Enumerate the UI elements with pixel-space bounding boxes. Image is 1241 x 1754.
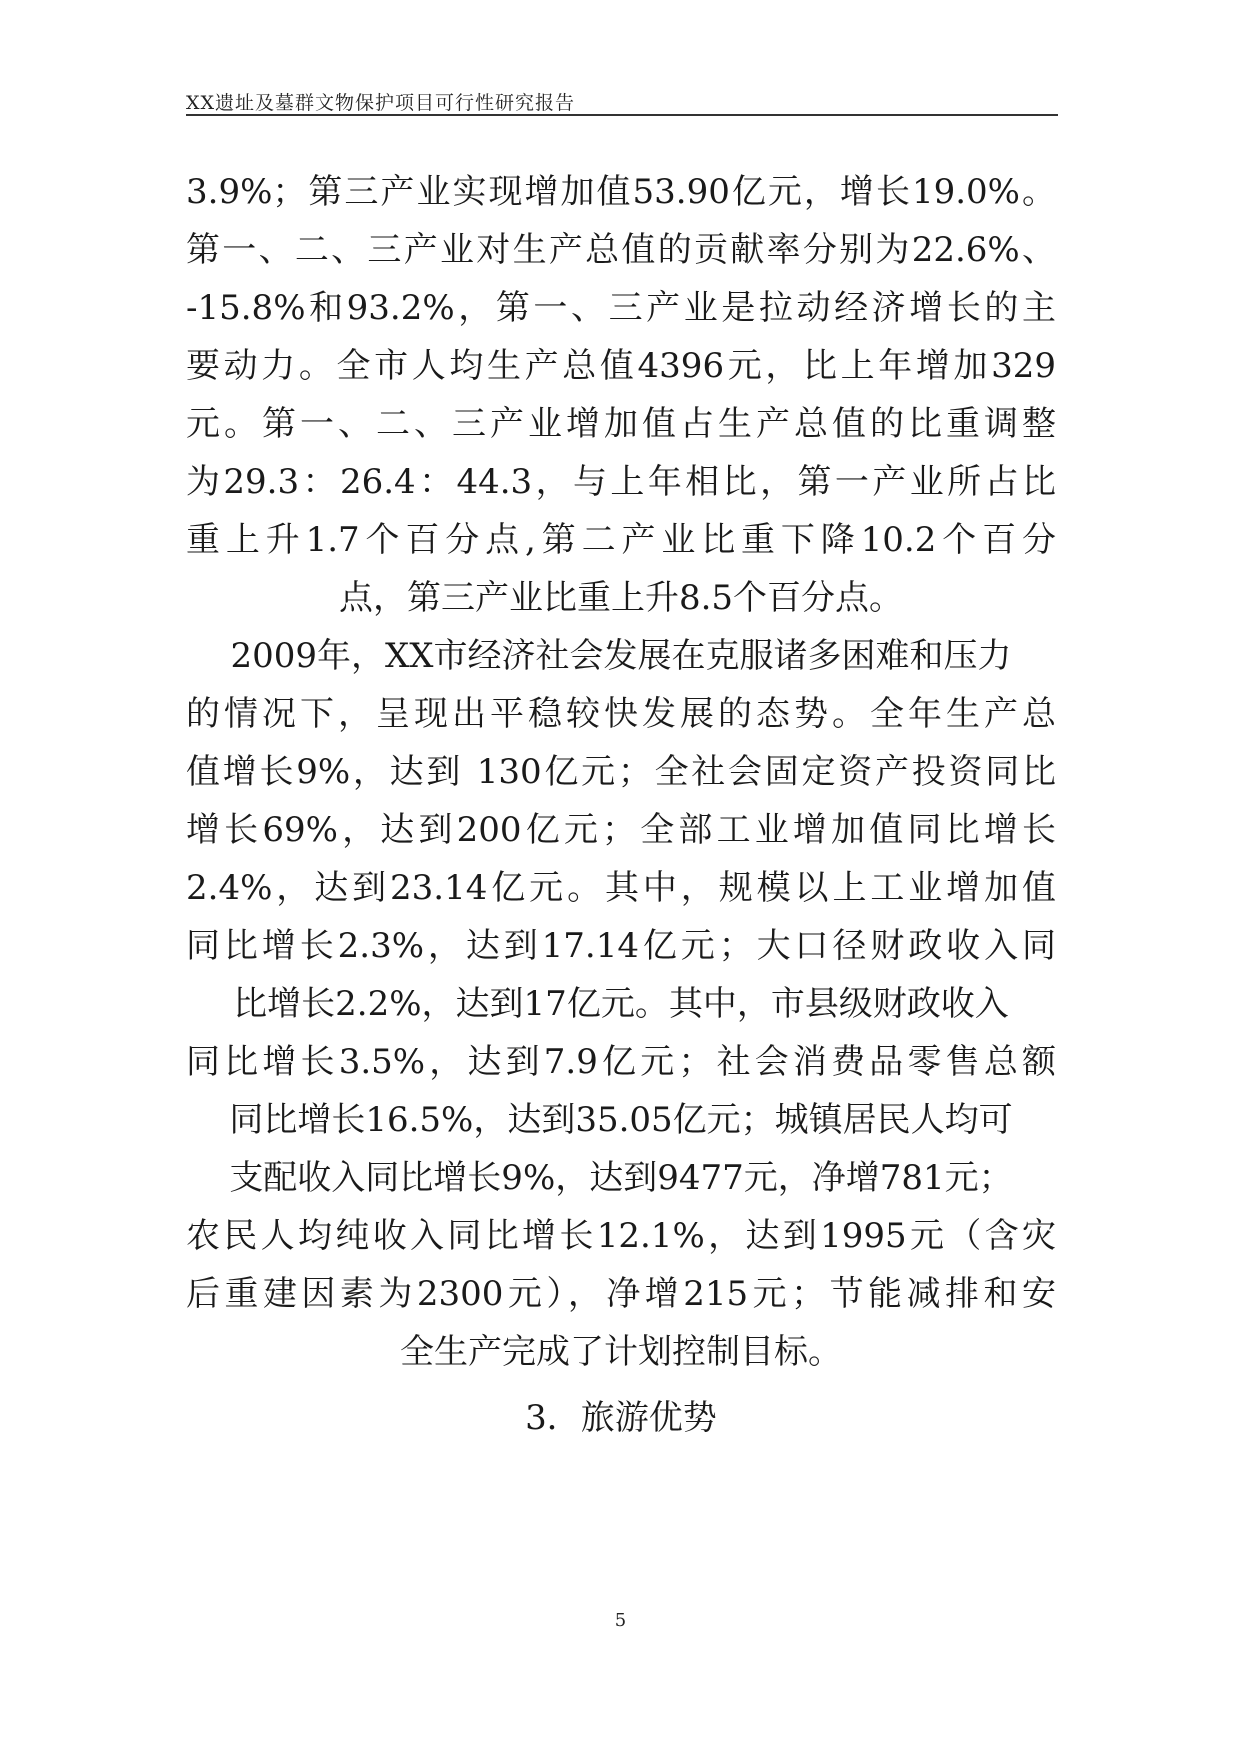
text-line: 同比增长16.5%，达到35.05亿元；城镇居民人均可 xyxy=(229,1100,1013,1140)
text-line: -15.8%和93.2%，第一、三产业是拉动经济增长的主 xyxy=(186,288,1056,328)
paragraph-start: 2009年，XX市经济社会发展在克服诸多困难和压力 xyxy=(230,636,1012,676)
running-header: XX遗址及墓群文物保护项目可行性研究报告 xyxy=(186,92,576,114)
page-number: 5 xyxy=(614,1610,627,1631)
text-line: 重上升1.7个百分点,第二产业比重下降10.2个百分 xyxy=(186,520,1056,560)
text-line: 3.9%；第三产业实现增加值53.90亿元，增长19.0%。 xyxy=(186,172,1056,212)
text-line: 增长69%，达到200亿元；全部工业增加值同比增长 xyxy=(186,810,1056,850)
text-line: 要动力。全市人均生产总值4396元，比上年增加329 xyxy=(186,346,1056,386)
section-heading: 3．旅游优势 xyxy=(525,1398,717,1438)
text-line: 点，第三产业比重上升8.5个百分点。 xyxy=(338,578,904,618)
text-line: 农民人均纯收入同比增长12.1%，达到1995元（含灾 xyxy=(186,1216,1056,1256)
text-line: 比增长2.2%，达到17亿元。其中，市县级财政收入 xyxy=(233,984,1009,1024)
text-line: 的情况下，呈现出平稳较快发展的态势。全年生产总 xyxy=(186,694,1056,734)
text-line: 为29.3：26.4：44.3，与上年相比，第一产业所占比 xyxy=(186,462,1056,502)
text-line: 元。第一、二、三产业增加值占生产总值的比重调整 xyxy=(186,404,1056,444)
text-line: 第一、二、三产业对生产总值的贡献率分别为22.6%、 xyxy=(186,230,1056,270)
text-line: 支配收入同比增长9%，达到9477元，净增781元； xyxy=(229,1158,1013,1198)
text-line: 同比增长2.3%，达到17.14亿元；大口径财政收入同 xyxy=(186,926,1056,966)
text-line: 后重建因素为2300元），净增215元；节能减排和安 xyxy=(186,1274,1056,1314)
text-line: 2.4%，达到23.14亿元。其中，规模以上工业增加值 xyxy=(186,868,1056,908)
text-line: 值增长9%，达到 130亿元；全社会固定资产投资同比 xyxy=(186,752,1056,792)
text-line: 全生产完成了计划控制目标。 xyxy=(400,1332,842,1372)
header-rule xyxy=(186,114,1058,116)
text-line: 同比增长3.5%，达到7.9亿元；社会消费品零售总额 xyxy=(186,1042,1056,1082)
